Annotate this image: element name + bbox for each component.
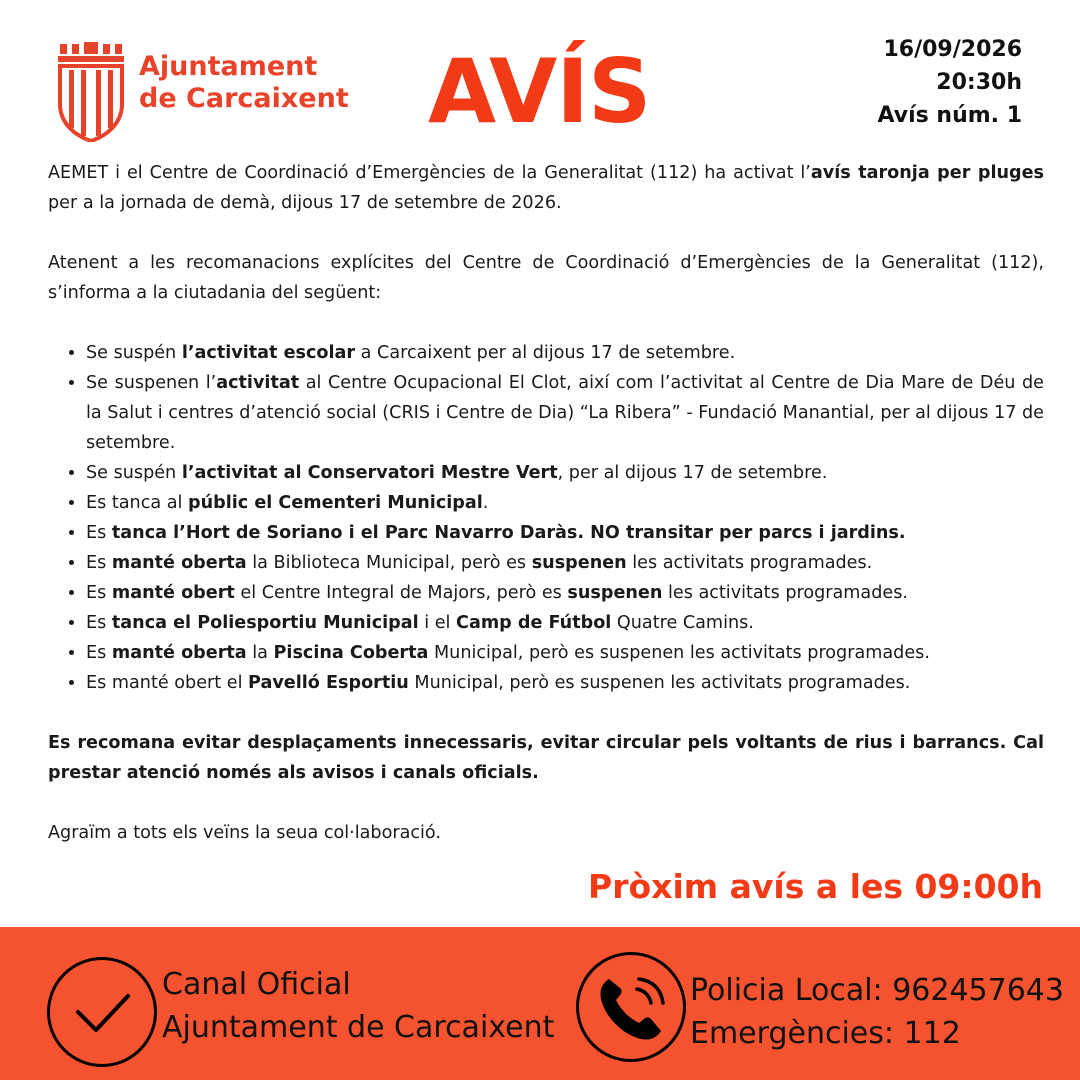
- list-item: • Es manté obert el Pavelló Esportiu Municipal, però es suspenen les activitats programades.: [86, 668, 1044, 698]
- emergency-phone: Emergències: 112: [690, 1016, 961, 1051]
- notice-body: [48, 158, 1044, 878]
- list-item: • Es manté oberta la Biblioteca Municipal, però es suspenen les activitats programades.: [86, 548, 1044, 578]
- list-item: • Se suspenen l’activitat al Centre Ocupacional El Clot, així com l’activitat al Centre de Dia Mare de Déu de la Salut i centres d’atenció social (CRIS i Centre de Dia) “La Ribera” - Fundació Manantial, per al dijous 17 de setembre.: [86, 368, 1044, 458]
- recommendation-paragraph: Es recomana evitar desplaçaments innecessaris, evitar circular pels voltants de rius i barrancs. Cal prestar atenció només als avisos i canals oficials.: [48, 733, 1044, 783]
- list-item: • Es tanca el Poliesportiu Municipal i el Camp de Fútbol Quatre Camins.: [86, 608, 1044, 638]
- org-name-line1: Ajuntament: [139, 51, 318, 82]
- phone-circle-icon: [576, 952, 686, 1062]
- list-item: • Es manté obert el Centre Integral de Majors, però es suspenen les activitats programades.: [86, 578, 1044, 608]
- notice-number: Avís núm. 1: [877, 103, 1022, 128]
- official-channel-line2: Ajuntament de Carcaixent: [162, 1010, 555, 1045]
- town-shield-logo: [56, 42, 126, 142]
- contact-phones-text: [690, 969, 1064, 1055]
- header: [0, 0, 1080, 150]
- footer-banner: [0, 927, 1080, 1080]
- notice-time: 20:30h: [936, 70, 1022, 95]
- org-name-line2: de Carcaixent: [139, 83, 349, 114]
- list-item: • Es tanca l’Hort de Soriano i el Parc Navarro Daràs. NO transitar per parcs i jardins.: [86, 518, 1044, 548]
- official-channel-line1: Canal Oficial: [162, 967, 351, 1002]
- thanks-paragraph: Agraïm a tots els veïns la seua col·laboració.: [48, 823, 441, 843]
- notice-meta: [878, 33, 1022, 132]
- next-notice-label: Pròxim avís a les 09:00h: [588, 867, 1043, 906]
- list-item: • Se suspén l’activitat al Conservatori Mestre Vert, per al dijous 17 de setembre.: [86, 458, 1044, 488]
- list-item: • Es tanca al públic el Cementeri Municipal.: [86, 488, 1044, 518]
- intro-paragraph: [48, 158, 1044, 218]
- intro-text-end: per a la jornada de demà, dijous 17 de setembre de 2026.: [48, 193, 562, 213]
- check-circle-icon: [47, 957, 157, 1067]
- notice-title: AVÍS: [428, 40, 651, 143]
- notice-date: 16/09/2026: [883, 37, 1022, 62]
- list-item: • Se suspén l’activitat escolar a Carcaixent per al dijous 17 de setembre.: [86, 338, 1044, 368]
- official-channel-text: [162, 963, 554, 1049]
- info-paragraph: Atenent a les recomanacions explícites del Centre de Coordinació d’Emergències de la Generalitat (112), s’informa a la ciutadania del següent:: [48, 253, 1044, 303]
- police-phone: Policia Local: 962457643: [690, 973, 1064, 1008]
- intro-highlight: avís taronja per pluges: [810, 163, 1045, 183]
- measures-list: [86, 338, 1044, 698]
- list-item: • Es manté oberta la Piscina Coberta Municipal, però es suspenen les activitats programades.: [86, 638, 1044, 668]
- intro-text: AEMET i el Centre de Coordinació d’Emergències de la Generalitat (112) ha activat l’: [48, 163, 811, 183]
- organization-name: [139, 51, 349, 115]
